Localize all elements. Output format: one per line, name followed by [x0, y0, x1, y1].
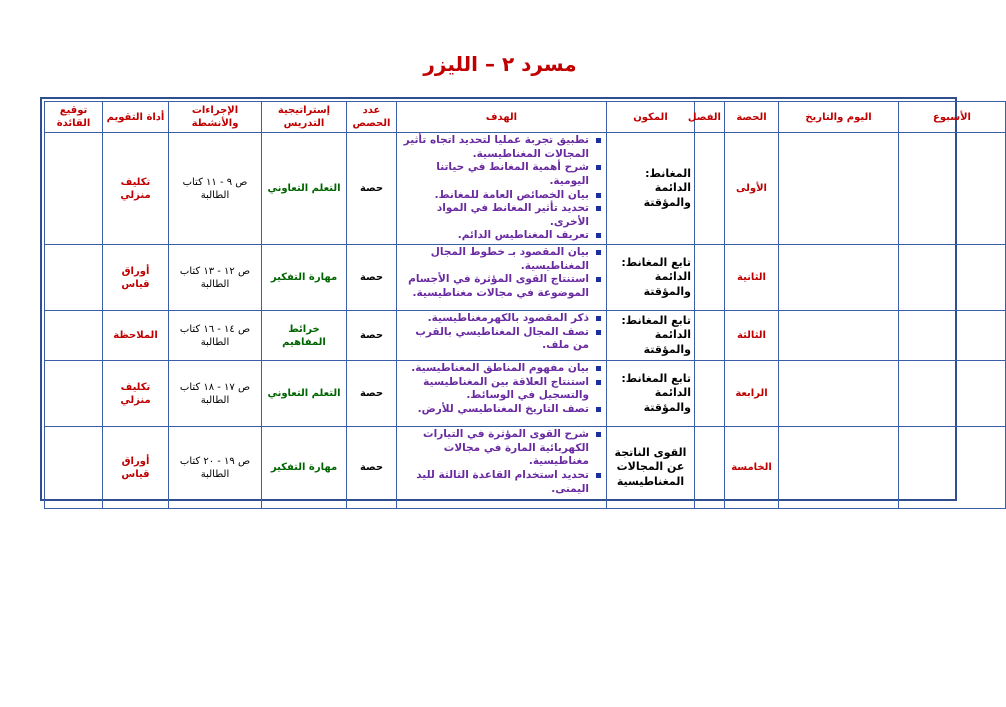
- class-cell: [695, 245, 725, 311]
- component-cell: تابع المغانط: الدائمة والمؤقتة: [607, 311, 695, 361]
- signature-cell: [45, 311, 103, 361]
- goal-item: شرح القوى المؤثرة في التيارات الكهربائية المارة في مجالات مغناطيسية.: [400, 428, 589, 469]
- strategy-cell: مهارة التفكير: [262, 245, 347, 311]
- page-title: مسرد ٢ – الليزر: [423, 52, 577, 76]
- header-activities: الإجراءات والأنشطة: [169, 102, 262, 133]
- goal-item: بيان الخصائص العامة للمغانط.: [400, 189, 589, 203]
- assessment-cell: تكليف منزلي: [103, 133, 169, 245]
- week-cell: [899, 311, 1006, 361]
- component-cell: المغانط: الدائمة والمؤقتة: [607, 133, 695, 245]
- goal-item: تطبيق تجربة عمليا لتحديد اتجاه تأثير المجالات المغناطيسية.: [400, 134, 589, 161]
- header-count: عدد الحصص: [347, 102, 397, 133]
- table-row: [45, 311, 1006, 361]
- week-cell: [899, 133, 1006, 245]
- count-cell: حصة: [347, 311, 397, 361]
- header-component: المكون: [607, 102, 695, 133]
- assessment-cell: أوراق قياس: [103, 245, 169, 311]
- signature-cell: [45, 427, 103, 509]
- component-cell: تابع المغانط: الدائمة والمؤقتة: [607, 361, 695, 427]
- goals-cell: [397, 311, 607, 361]
- header-week: الأسبوع: [899, 102, 1006, 133]
- count-cell: حصة: [347, 133, 397, 245]
- header-class: الفصل: [695, 102, 725, 133]
- signature-cell: [45, 245, 103, 311]
- header-assessment: أداة التقويم: [103, 102, 169, 133]
- count-cell: حصة: [347, 427, 397, 509]
- component-cell: تابع المغانط: الدائمة والمؤقتة: [607, 245, 695, 311]
- table-row: [45, 133, 1006, 245]
- header-session: الحصة: [725, 102, 779, 133]
- session-cell: الخامسة: [725, 427, 779, 509]
- strategy-cell: التعلم التعاوني: [262, 133, 347, 245]
- signature-cell: [45, 133, 103, 245]
- activity-cell: ص ١٤ - ١٦ كتاب الطالبة: [169, 311, 262, 361]
- header-goal: الهدف: [397, 102, 607, 133]
- goals-cell: [397, 133, 607, 245]
- lesson-plan-table-frame: [40, 97, 971, 501]
- goal-item: تحديد استخدام القاعدة الثالثة لليد اليمنى.: [400, 469, 589, 496]
- week-cell: [899, 361, 1006, 427]
- goals-cell: [397, 245, 607, 311]
- table-row: [45, 245, 1006, 311]
- goal-item: ذكر المقصود بالكهرمغناطيسية.: [400, 312, 589, 326]
- goal-item: تصف التاريخ المغناطيسي للأرض.: [400, 403, 589, 417]
- count-cell: حصة: [347, 361, 397, 427]
- assessment-cell: الملاحظة: [103, 311, 169, 361]
- goal-item: تصف المجال المغناطيسي بالقرب من ملف.: [400, 326, 589, 353]
- goal-item: استنتاج العلاقة بين المغناطيسية والتسجيل في الوسائط.: [400, 376, 589, 403]
- class-cell: [695, 133, 725, 245]
- class-cell: [695, 361, 725, 427]
- session-cell: الثانية: [725, 245, 779, 311]
- goal-item: تعريف المغناطيس الدائم.: [400, 229, 589, 243]
- day-date-cell: [779, 361, 899, 427]
- goal-item: شرح أهمية المغانط في حياتنا اليومية.: [400, 161, 589, 188]
- lesson-plan-table: [44, 101, 1006, 509]
- strategy-cell: التعلم التعاوني: [262, 361, 347, 427]
- week-cell: [899, 245, 1006, 311]
- session-cell: الثالثة: [725, 311, 779, 361]
- header-strategy: إستراتيجية التدريس: [262, 102, 347, 133]
- goal-item: استنتاج القوى المؤثرة في الأجسام الموضوعة في مجالات مغناطيسية.: [400, 273, 589, 300]
- header-day-date: اليوم والتاريخ: [779, 102, 899, 133]
- activity-cell: ص ٩ - ١١ كتاب الطالبة: [169, 133, 262, 245]
- goal-item: بيان مفهوم المناطق المغناطيسية.: [400, 362, 589, 376]
- activity-cell: ص ١٢ - ١٣ كتاب الطالبة: [169, 245, 262, 311]
- header-signature: توقيع القائدة: [45, 102, 103, 133]
- assessment-cell: أوراق قياس: [103, 427, 169, 509]
- strategy-cell: مهارة التفكير: [262, 427, 347, 509]
- goals-cell: [397, 361, 607, 427]
- activity-cell: ص ١٩ - ٢٠ كتاب الطالبة: [169, 427, 262, 509]
- count-cell: حصة: [347, 245, 397, 311]
- header-row: [45, 102, 1006, 133]
- week-cell: [899, 427, 1006, 509]
- goal-item: تحديد تأثير المغانط في المواد الأخرى.: [400, 202, 589, 229]
- table-row: [45, 361, 1006, 427]
- day-date-cell: [779, 311, 899, 361]
- table-row: [45, 427, 1006, 509]
- class-cell: [695, 427, 725, 509]
- goal-item: بيان المقصود بـ خطوط المجال المغناطيسية.: [400, 246, 589, 273]
- day-date-cell: [779, 245, 899, 311]
- day-date-cell: [779, 427, 899, 509]
- class-cell: [695, 311, 725, 361]
- strategy-cell: خرائط المفاهيم: [262, 311, 347, 361]
- signature-cell: [45, 361, 103, 427]
- component-cell: القوى الناتجة عن المجالات المغناطيسية: [607, 427, 695, 509]
- activity-cell: ص ١٧ - ١٨ كتاب الطالبة: [169, 361, 262, 427]
- day-date-cell: [779, 133, 899, 245]
- session-cell: الرابعة: [725, 361, 779, 427]
- session-cell: الأولى: [725, 133, 779, 245]
- assessment-cell: تكليف منزلي: [103, 361, 169, 427]
- goals-cell: [397, 427, 607, 509]
